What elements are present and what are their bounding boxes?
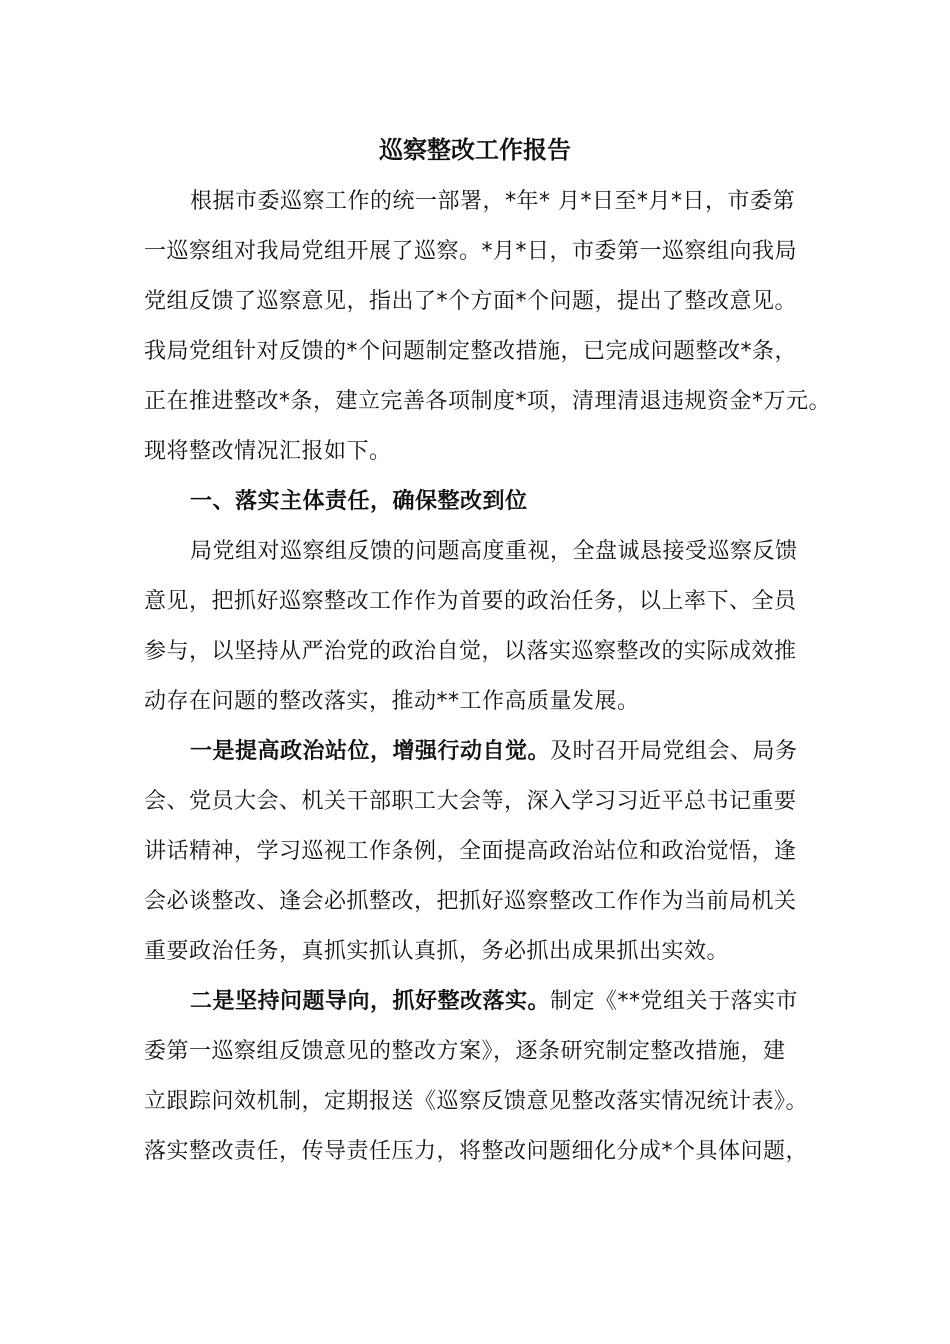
document-body xyxy=(144,177,844,1177)
text-line: 立跟踪问效机制，定期报送《巡察反馈意见整改落实情况统计表》。 xyxy=(144,1089,809,1114)
text-line: 党组反馈了巡察意见，指出了*个方面*个问题，提出了整改意见。 xyxy=(144,289,798,314)
text-run: 及时召开局党组会、局务 xyxy=(550,739,798,764)
text-line: 正在推进整改*条，建立完善各项制度*项，清理清退违规资金*万元。 xyxy=(144,389,832,414)
section-heading: 一、落实主体责任，确保整改到位 xyxy=(190,489,528,514)
intro-paragraph xyxy=(144,177,844,477)
text-line: 重要政治任务，真抓实抓认真抓，务必抓出成果抓出实效。 xyxy=(144,939,730,964)
point-one-paragraph xyxy=(144,727,844,977)
text-line: 委第一巡察组反馈意见的整改方案》，逐条研究制定整改措施，建 xyxy=(144,1039,786,1064)
text-run: 制定《**党组关于落实市 xyxy=(550,989,799,1014)
text-line: 动存在问题的整改落实，推动**工作高质量发展。 xyxy=(144,689,640,714)
document-title: 巡察整改工作报告 xyxy=(379,136,571,164)
section-paragraph xyxy=(144,527,844,727)
text-line xyxy=(144,727,844,777)
bold-lead: 二是坚持问题导向，抓好整改落实。 xyxy=(190,989,551,1014)
text-line: 会必谈整改、逢会必抓整改，把抓好巡察整改工作作为当前局机关 xyxy=(144,889,797,914)
text-line: 现将整改情况汇报如下。 xyxy=(144,439,392,464)
text-line: 一巡察组对我局党组开展了巡察。*月*日，市委第一巡察组向我局 xyxy=(144,239,798,264)
text-line: 局党组对巡察组反馈的问题高度重视，全盘诚恳接受巡察反馈 xyxy=(190,539,798,564)
text-line: 根据市委巡察工作的统一部署，*年* 月*日至*月*日，市委第 xyxy=(190,189,795,214)
text-line: 参与，以坚持从严治党的政治自觉，以落实巡察整改的实际成效推 xyxy=(144,639,797,664)
text-line: 意见，把抓好巡察整改工作作为首要的政治任务，以上率下、全员 xyxy=(144,589,797,614)
point-two-paragraph xyxy=(144,977,844,1177)
text-line xyxy=(144,977,844,1027)
bold-lead: 一是提高政治站位，增强行动自觉。 xyxy=(190,739,551,764)
text-line: 讲话精神，学习巡视工作条例，全面提高政治站位和政治觉悟，逢 xyxy=(144,839,797,864)
text-line: 落实整改责任，传导责任压力，将整改问题细化分成*个具体问题， xyxy=(144,1139,809,1164)
text-line: 我局党组针对反馈的*个问题制定整改措施，已完成问题整改*条， xyxy=(144,339,798,364)
text-line: 会、党员大会、机关干部职工大会等，深入学习习近平总书记重要 xyxy=(144,789,797,814)
